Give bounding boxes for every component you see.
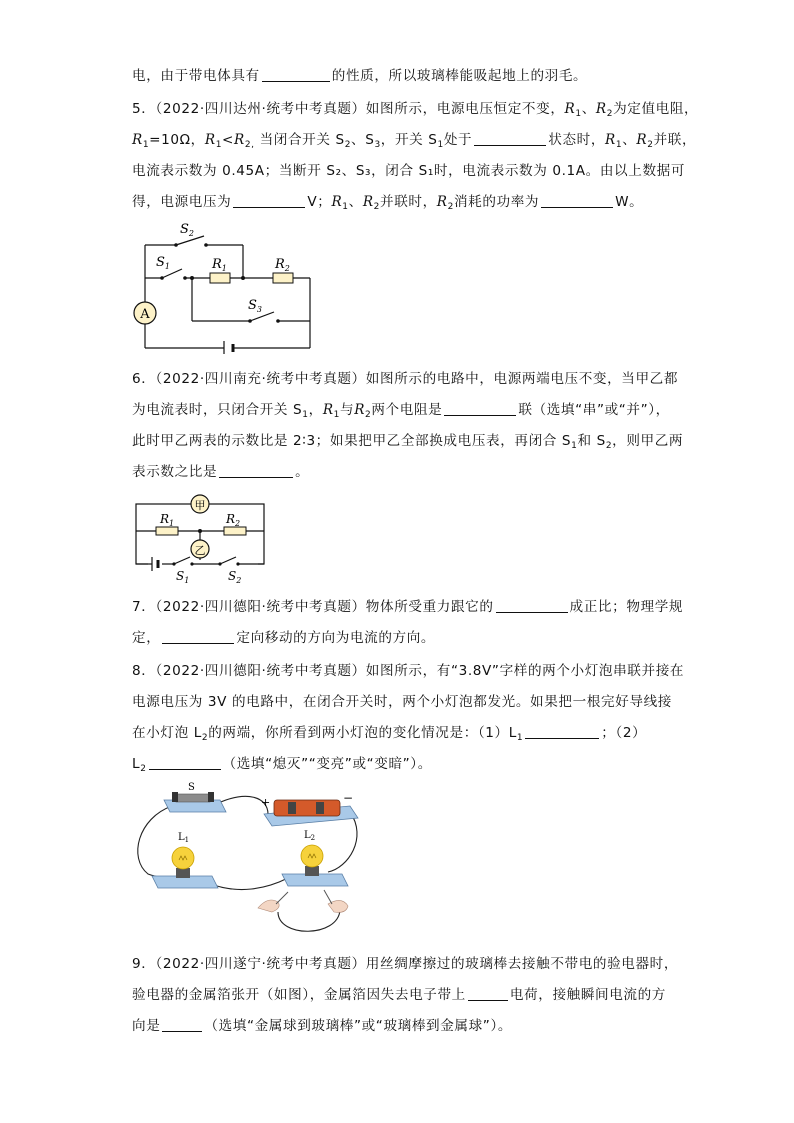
text-fragment: 3 bbox=[374, 140, 381, 150]
text-fragment: 2 bbox=[310, 834, 316, 842]
text-fragment: 1 bbox=[342, 202, 349, 212]
hands-holding-wire bbox=[258, 890, 348, 912]
text-fragment: 1 bbox=[184, 836, 190, 844]
text-fragment: 表示数之比是 bbox=[132, 464, 218, 480]
text-fragment: R bbox=[160, 512, 170, 526]
q4-line bbox=[132, 66, 587, 86]
q8-circuit-illustration bbox=[128, 778, 368, 946]
text-fragment: 2 bbox=[606, 109, 614, 119]
label-s2 bbox=[180, 222, 194, 238]
text-fragment: W。 bbox=[615, 194, 644, 210]
q6-line-4 bbox=[132, 462, 309, 482]
text-fragment: 1 bbox=[184, 576, 190, 585]
answer-blank bbox=[468, 986, 508, 1001]
text-fragment: S bbox=[248, 298, 257, 313]
text-fragment: L bbox=[132, 756, 141, 772]
text-fragment: 为电流表时，只闭合开关 S bbox=[132, 402, 303, 418]
text-fragment: 。 bbox=[295, 464, 310, 480]
answer-blank bbox=[444, 401, 516, 416]
answer-blank bbox=[525, 724, 599, 739]
text-fragment: R bbox=[204, 132, 216, 148]
text-fragment: 2 bbox=[140, 764, 147, 774]
text-fragment: V； bbox=[307, 194, 332, 210]
text-fragment bbox=[304, 830, 315, 842]
text-fragment: R bbox=[132, 132, 143, 148]
q5-circuit-diagram bbox=[128, 218, 318, 354]
text-fragment: R bbox=[212, 257, 222, 272]
text-fragment: 当闭合开关 S bbox=[254, 132, 345, 148]
text-fragment: 并联时， bbox=[380, 194, 437, 210]
text-fragment: 2 bbox=[236, 576, 242, 585]
text-fragment: 为定值电阻， bbox=[613, 101, 699, 117]
answer-blank bbox=[162, 629, 234, 644]
text-fragment: 1 bbox=[516, 733, 524, 743]
answer-blank bbox=[474, 131, 546, 146]
text-fragment: − bbox=[343, 791, 354, 805]
text-fragment: < bbox=[222, 132, 235, 148]
text-fragment: 1 bbox=[215, 140, 223, 150]
text-fragment: ，开关 S bbox=[380, 132, 438, 148]
text-fragment: 2 bbox=[201, 733, 209, 743]
text-fragment: 1 bbox=[615, 140, 623, 150]
q5-line-4 bbox=[132, 192, 643, 212]
text-fragment: 向是 bbox=[132, 1018, 161, 1034]
text-fragment: 2 bbox=[188, 229, 194, 238]
label-r2 bbox=[274, 257, 290, 273]
text-fragment: 5．（2022·四川达州·统考中考真题）如图所示，电源电压恒定不变， bbox=[132, 101, 565, 117]
text-fragment: 电，由于带电体具有 bbox=[132, 68, 260, 84]
text-fragment: 在小灯泡 L bbox=[132, 725, 202, 741]
text-fragment: 甲 bbox=[194, 499, 206, 512]
answer-blank bbox=[496, 598, 568, 613]
text-fragment: 2 bbox=[365, 410, 372, 420]
text-fragment: R bbox=[234, 132, 245, 148]
text-fragment: R bbox=[636, 132, 648, 148]
resistor-r2 bbox=[224, 527, 246, 535]
text-fragment: 处于 bbox=[443, 132, 473, 148]
battery-pack bbox=[261, 791, 358, 826]
text-fragment: 2 bbox=[447, 202, 454, 212]
text-fragment: 2 bbox=[284, 264, 290, 273]
label-s2 bbox=[228, 569, 241, 585]
q7-line-1 bbox=[132, 597, 683, 617]
q6-circuit-diagram bbox=[128, 490, 270, 586]
text-fragment: 1 bbox=[302, 410, 309, 420]
text-fragment: 、 bbox=[622, 132, 637, 148]
text-fragment: 、 bbox=[581, 101, 596, 117]
text-fragment: R bbox=[331, 194, 343, 210]
text-fragment: 2 bbox=[647, 140, 654, 150]
text-fragment: 的性质，所以玻璃棒能吸起地上的羽毛。 bbox=[331, 68, 588, 84]
text-fragment: R bbox=[275, 257, 285, 272]
text-fragment: 2 bbox=[344, 140, 352, 150]
text-fragment: 成正比；物理学规 bbox=[569, 599, 684, 615]
text-fragment: S bbox=[228, 569, 237, 583]
label-s1 bbox=[176, 569, 189, 585]
text-fragment: R bbox=[564, 101, 576, 117]
text-fragment: L bbox=[178, 832, 185, 843]
resistor-r1 bbox=[156, 527, 178, 535]
text-fragment: R bbox=[226, 512, 236, 526]
text-fragment: L bbox=[304, 830, 311, 841]
text-fragment: R bbox=[362, 194, 374, 210]
text-fragment: S bbox=[176, 569, 185, 583]
text-fragment: 乙 bbox=[194, 544, 206, 557]
q6-line-2 bbox=[132, 400, 670, 420]
answer-blank bbox=[219, 463, 293, 478]
q6-line-3 bbox=[132, 431, 683, 451]
text-fragment: ，则甲乙两 bbox=[612, 433, 684, 449]
text-fragment: R bbox=[595, 101, 607, 117]
q8-line-3 bbox=[132, 723, 646, 743]
text-fragment: 和 S bbox=[577, 433, 606, 449]
q6-line-1 bbox=[132, 369, 678, 389]
bulb-l1 bbox=[152, 832, 218, 888]
text-fragment: 此时甲乙两表的示数比是 2∶3；如果把甲乙全部换成电压表，再闭合 S bbox=[132, 433, 572, 449]
text-fragment: =10Ω， bbox=[149, 132, 205, 148]
text-fragment: ， bbox=[308, 402, 323, 418]
text-fragment: 定， bbox=[132, 630, 161, 646]
answer-blank bbox=[149, 755, 221, 770]
q9-line-3 bbox=[132, 1016, 512, 1036]
resistor-r2 bbox=[273, 273, 293, 283]
label-r1 bbox=[211, 257, 227, 273]
text-fragment: 1 bbox=[575, 109, 582, 119]
q8-line-4 bbox=[132, 754, 432, 774]
text-fragment: ；（2） bbox=[601, 725, 647, 741]
text-fragment: 9．（2022·四川遂宁·统考中考真题）用丝绸摩擦过的玻璃棒去接触不带电的验电器时， bbox=[132, 956, 679, 972]
answer-blank bbox=[233, 193, 305, 208]
text-fragment: 1 bbox=[571, 441, 578, 451]
text-fragment: 2, bbox=[244, 140, 255, 150]
text-fragment: 6．（2022·四川南充·统考中考真题）如图所示的电路中，电源两端电压不变，当甲乙都 bbox=[132, 371, 679, 387]
text-fragment: 、S bbox=[351, 132, 375, 148]
text-fragment: S bbox=[156, 255, 165, 270]
text-fragment: 的两端，你所看到两小灯泡的变化情况是：（1）L bbox=[208, 725, 517, 741]
text-fragment: 3 bbox=[256, 305, 262, 314]
label-r2 bbox=[225, 512, 240, 528]
text-fragment: 2 bbox=[235, 519, 241, 528]
text-fragment: 7．（2022·四川德阳·统考中考真题）物体所受重力跟它的 bbox=[132, 599, 494, 615]
text-fragment: 定向移动的方向为电流的方向。 bbox=[236, 630, 436, 646]
text-fragment: S bbox=[188, 782, 195, 793]
label-s1 bbox=[156, 255, 170, 271]
text-fragment: （选填“熄灭”“变亮”或“变暗”）。 bbox=[222, 756, 432, 772]
text-fragment: 2 bbox=[373, 202, 380, 212]
resistor-r1 bbox=[210, 273, 230, 283]
text-fragment: R bbox=[436, 194, 448, 210]
text-fragment: 联（选填“串”或“并”）， bbox=[518, 402, 670, 418]
text-fragment: 1 bbox=[164, 262, 170, 271]
answer-blank bbox=[162, 1017, 202, 1032]
text-fragment: 验电器的金属箔张开（如图），金属箔因失去电子带上 bbox=[132, 987, 466, 1003]
text-fragment: S bbox=[180, 222, 189, 237]
text-fragment: 状态时， bbox=[548, 132, 606, 148]
q8-line-1 bbox=[132, 661, 684, 681]
answer-blank bbox=[262, 67, 330, 82]
answer-blank bbox=[541, 193, 613, 208]
q7-line-2 bbox=[132, 628, 435, 648]
text-fragment: 电荷，接触瞬间电流的方 bbox=[509, 987, 666, 1003]
text-fragment: 与 bbox=[339, 402, 355, 418]
q5-line-1 bbox=[132, 99, 698, 119]
text-fragment bbox=[178, 832, 189, 844]
switch-s bbox=[164, 782, 226, 812]
text-fragment: R bbox=[605, 132, 616, 148]
text-fragment: 1 bbox=[142, 140, 150, 150]
q9-line-1 bbox=[132, 954, 678, 974]
text-fragment: 电流表示数为 0.45A；当断开 S₂、S₃，闭合 S₁时，电流表示数为 0.1A。由以上数据可 bbox=[132, 163, 686, 179]
text-fragment: 1 bbox=[333, 410, 340, 420]
text-fragment: + bbox=[261, 796, 271, 809]
text-fragment: 、 bbox=[348, 194, 363, 210]
text-fragment: R bbox=[354, 402, 366, 418]
bulb-l2 bbox=[282, 830, 348, 886]
q9-line-2 bbox=[132, 985, 666, 1005]
text-fragment: 并联， bbox=[653, 132, 697, 148]
text-fragment: 2 bbox=[605, 441, 613, 451]
text-fragment: 消耗的功率为 bbox=[453, 194, 540, 210]
q5-line-3 bbox=[132, 161, 685, 181]
text-fragment: A bbox=[140, 307, 150, 322]
text-fragment: 两个电阻是 bbox=[371, 402, 443, 418]
text-fragment: 得，电源电压为 bbox=[132, 194, 232, 210]
text-fragment: 1 bbox=[437, 140, 444, 150]
q5-line-2 bbox=[132, 130, 696, 150]
label-s3 bbox=[248, 298, 262, 314]
text-fragment: R bbox=[322, 402, 334, 418]
text-fragment: （选填“金属球到玻璃棒”或“玻璃棒到金属球”）。 bbox=[204, 1018, 513, 1034]
label-r1 bbox=[159, 512, 174, 528]
text-fragment: 8．（2022·四川德阳·统考中考真题）如图所示，有“3.8V”字样的两个小灯泡串联并接在 bbox=[132, 663, 685, 679]
text-fragment: 1 bbox=[221, 264, 227, 273]
q8-line-2 bbox=[132, 692, 672, 712]
text-fragment: 1 bbox=[169, 519, 175, 528]
text-fragment: 电源电压为 3V 的电路中，在闭合开关时，两个小灯泡都发光。如果把一根完好导线接 bbox=[132, 694, 672, 710]
